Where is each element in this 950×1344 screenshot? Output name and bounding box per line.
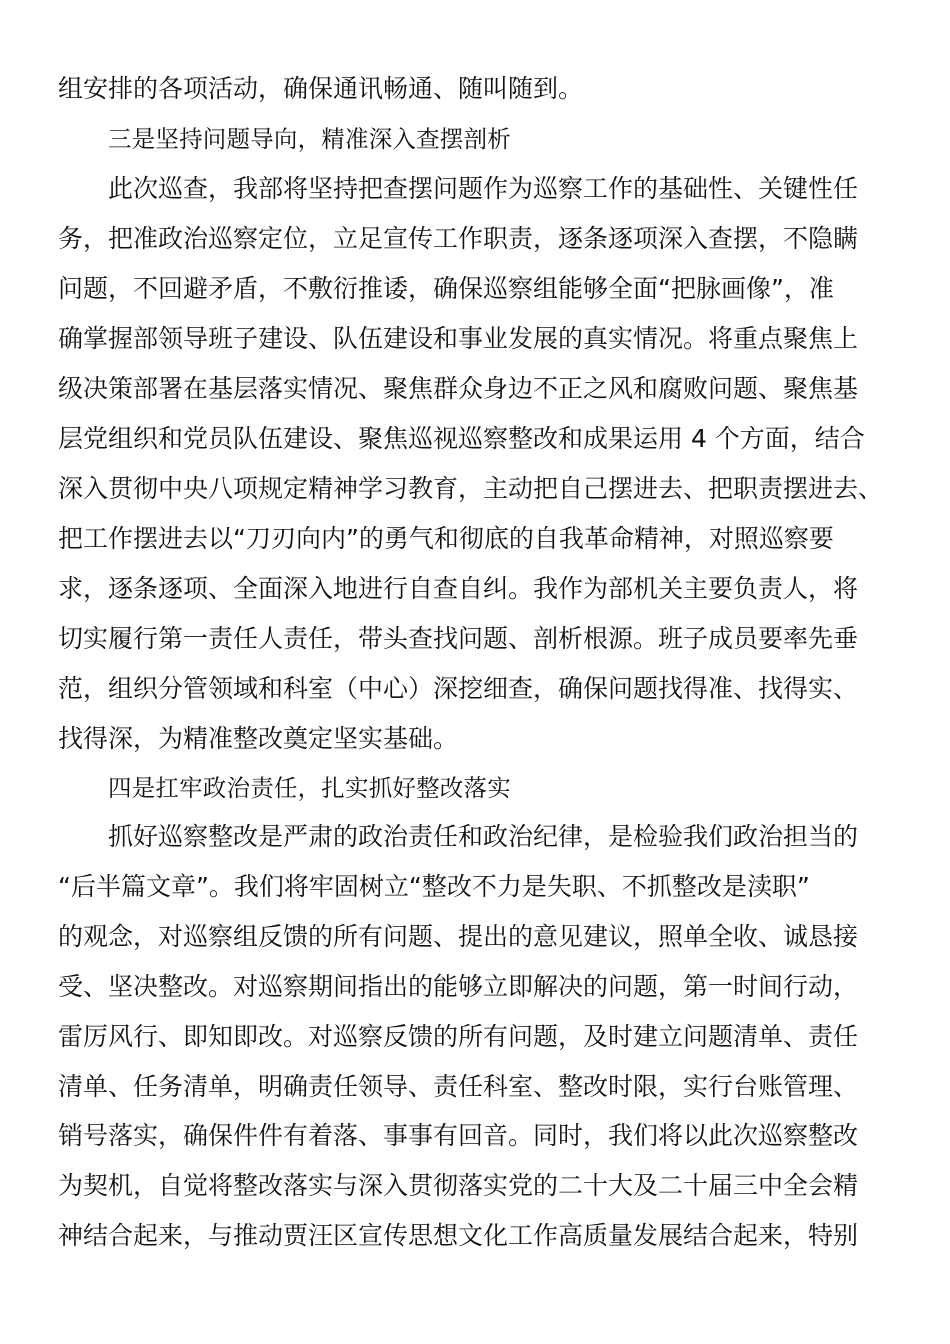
text-line: 级决策部署在基层落实情况、聚焦群众身边不正之风和腐败问题、聚焦基 (58, 374, 859, 403)
text-line: 组安排的各项活动，确保通讯畅通、随叫随到。 (58, 74, 584, 103)
text-line: 抓好巡察整改是严肃的政治责任和政治纪律，是检验我们政治担当的 (108, 822, 859, 851)
text-line: 找得深，为精准整改奠定坚实基础。 (58, 724, 459, 753)
text-line: 的观念，对巡察组反馈的所有问题、提出的意见建议，照单全收、诚恳接 (58, 922, 859, 951)
text-line: 切实履行第一责任人责任，带头查找问题、剖析根源。班子成员要率先垂 (58, 624, 859, 653)
text-line: 确掌握部领导班子建设、队伍建设和事业发展的真实情况。将重点聚焦上 (58, 324, 859, 353)
section-heading-4: 四是扛牢政治责任，扎实抓好整改落实 (108, 774, 511, 802)
text-line: 清单、任务清单，明确责任领导、责任科室、整改时限，实行台账管理、 (58, 1072, 859, 1101)
text-line: 为契机，自觉将整改落实与深入贯彻落实党的二十大及二十届三中全会精 (58, 1171, 859, 1200)
text-line: 雷厉风行、即知即改。对巡察反馈的所有问题，及时建立问题清单、责任 (58, 1022, 859, 1051)
text-line: 神结合起来，与推动贾汪区宣传思想文化工作高质量发展结合起来，特别 (58, 1221, 859, 1250)
text-line: 层党组织和党员队伍建设、聚焦巡视巡察整改和成果运用 4 个方面，结合 (58, 424, 865, 453)
text-line: 求，逐条逐项、全面深入地进行自查自纠。我作为部机关主要负责人，将 (58, 574, 859, 603)
text-line: 深入贯彻中央八项规定精神学习教育，主动把自己摆进去、把职责摆进去、 (58, 474, 884, 503)
text-line: 此次巡查，我部将坚持把查摆问题作为巡察工作的基础性、关键性任 (108, 174, 859, 203)
text-line: 把工作摆进去以“刀刃向内”的勇气和彻底的自我革命精神，对照巡察要 (58, 524, 834, 553)
text-line: 范，组织分管领域和科室（中心）深挖细查，确保问题找得准、找得实、 (58, 674, 859, 703)
text-line: 问题，不回避矛盾，不敷衍推诿，确保巡察组能够全面“把脉画像”，准 (58, 274, 834, 303)
text-line: 销号落实，确保件件有着落、事事有回音。同时，我们将以此次巡察整改 (58, 1121, 859, 1150)
text-line: 务，把准政治巡察定位，立足宣传工作职责，逐条逐项深入查摆，不隐瞒 (58, 224, 859, 253)
section-heading-3: 三是坚持问题导向，精准深入查摆剖析 (108, 125, 511, 153)
text-line: “后半篇文章”。我们将牢固树立“整改不力是失职、不抓整改是渎职” (58, 872, 810, 901)
text-line: 受、坚决整改。对巡察期间指出的能够立即解决的问题，第一时间行动， (58, 972, 859, 1001)
